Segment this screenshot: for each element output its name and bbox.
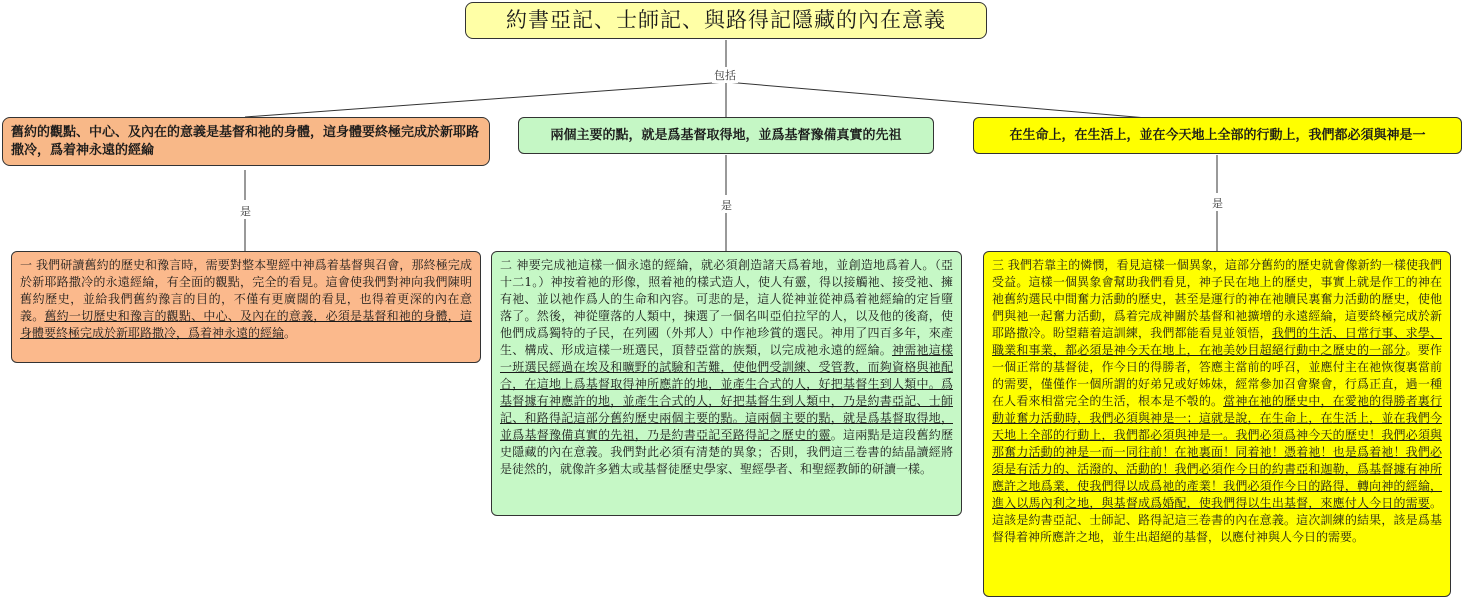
para-b-seg-0: 二 神要完成祂這樣一個永遠的經綸，就必須創造諸天爲着地，並創造地爲着人。（亞十二1。）神按着祂的形像，照着祂的樣式造人，使人有靈，得以接觸祂、接受祂、擁有祂、並以祂作爲人的生命和內容。可悲的是，這人從神並從神爲着祂經綸的定旨墮落了。然後，神從墮落的人類中，揀選了一個名叫亞伯拉罕的人，以及他的後裔，使他們成爲獨特的子民，在列國（外邦人）中作祂珍賞的選民。神用了四百多年，來產生、構成、形成這樣一班選民，頂替亞當的族類，以完成祂永遠的經綸。	[500, 258, 953, 357]
branch-c-paragraph	[983, 251, 1451, 597]
para-c-seg-3: 當神在祂的歷史中，在愛祂的得勝者裏行動並奮力活動時，我們必須與神是一；這就是說，在生命上，在生活上，並在我們今天地上全部的行動上，我們都必須與神是一。我們必須爲神今天的歷史！我們必須與那奮力活動的神是一而一同往前！在祂裏面！同着祂！憑着祂！也是爲着祂！我們必須是有活力的、活潑的、活動的！我們必須作今日的約書亞和迦勒，爲基督據有神所應許之地爲業，使我們得以成爲祂的產業！我們必須作今日的路得，轉向神的經綸，進入以馬內利之地，與基督成爲婚配，使我們得以生出基督，來應付人今日的需要	[992, 394, 1442, 510]
para-c-seg-4: 。這該是約書亞記、士師記、路得記這三卷書的內在意義。這次訓練的結果，該是爲基督得着神所應許之地，並生出超絕的基督，以應付神與人今日的需要。	[992, 496, 1442, 544]
connector-includes-a	[245, 82, 726, 117]
edge-label-is-a: 是	[240, 205, 251, 218]
edge-label-is-b: 是	[721, 199, 732, 212]
para-c-seg-0: 三 我們若靠主的憐憫，看見這樣一個異象，這部分舊約的歷史就會像新約一樣使我們受益。這樣一個異象會幫助我們看見，神子民在地上的歷史，事實上就是作工的神在祂舊約選民中間奮力活動的歷史，甚至是運行的神在祂贖民裏奮力活動的歷史，使他們與祂一起奮力活動，爲着完成神關於基督和祂擴增的永遠經綸，這要終極完成於新耶路撒冷。盼望藉着這訓練，我們都能看見並領悟，	[992, 258, 1442, 340]
para-a-seg-2: 。	[284, 326, 297, 340]
para-b-seg-1: 神需祂這樣一班選民經過在埃及和曠野的試驗和苦難，使他們受訓練、受管教，而夠資格與祂配合，在這地上爲基督取得神所應許的地，並產生合式的人，好把基督生到人類中。爲基督據有神應許的地，並產生合式的人，好把基督生到人類中，乃是約書亞記、士師記、和路得記這部分舊約歷史兩個主要的點。這兩個主要的點，就是爲基督取得地，並爲基督豫備真實的先祖，乃是約書亞記至路得記之歷史的靈	[500, 343, 953, 442]
edge-label-includes: 包括	[714, 69, 736, 82]
para-a-seg-0: 一 我們研讀舊約的歷史和豫言時，需要對整本聖經中神爲着基督與召會，那終極完成於新耶路撒冷的永遠經綸，有全面的觀點，完全的看見。這會使我們對神向我們陳明舊約歷史，並給我們舊約豫言的目的，不僅有更廣闊的看見，也得着更深的內在意義。	[20, 258, 472, 323]
branch-a-heading: 舊約的觀點、中心、及內在的意義是基督和祂的身體，這身體要終極完成於新耶路撒冷，爲着神永遠的經綸	[2, 117, 490, 166]
branch-a-paragraph	[11, 251, 481, 363]
branch-b-paragraph	[491, 251, 962, 516]
para-b-seg-2: 。這兩點是這段舊約歷史隱藏的內在意義。我們對此必須有清楚的異象；否則，我們這三卷書的結晶讀經將是徒然的，就像許多猶太或基督徒歷史學家、聖經學者、和聖經教師的研讀一樣。	[500, 428, 953, 476]
para-c-seg-2: 。要作一個正常的基督徒，作今日的得勝者，答應主當前的呼召，並應付主在祂恢復裏當前的需要，僅僅作一個所謂的好弟兄或好姊妹，經常參加召會聚會，行爲正直，過一種在人看來相當完全的生活，根本是不彀的。	[992, 343, 1442, 408]
para-a-seg-1: 舊約一切歷史和豫言的觀點、中心、及內在的意義，必須是基督和祂的身體，這身體要終極完成於新耶路撒冷，爲着神永遠的經綸	[20, 309, 472, 340]
branch-c-heading: 在生命上，在生活上，並在今天地上全部的行動上，我們都必須與神是一	[973, 117, 1462, 154]
branch-b-heading: 兩個主要的點，就是爲基督取得地，並爲基督豫備真實的先祖	[518, 117, 934, 154]
para-c-seg-1: 我們的生活、日常行事、求學、職業和事業，都必須是神今天在地上，在祂美妙目超絕行動中之歷史的一部分	[992, 326, 1442, 357]
edge-label-is-c: 是	[1212, 197, 1223, 210]
root-title: 約書亞記、士師記、與路得記隱藏的內在意義	[465, 2, 987, 39]
